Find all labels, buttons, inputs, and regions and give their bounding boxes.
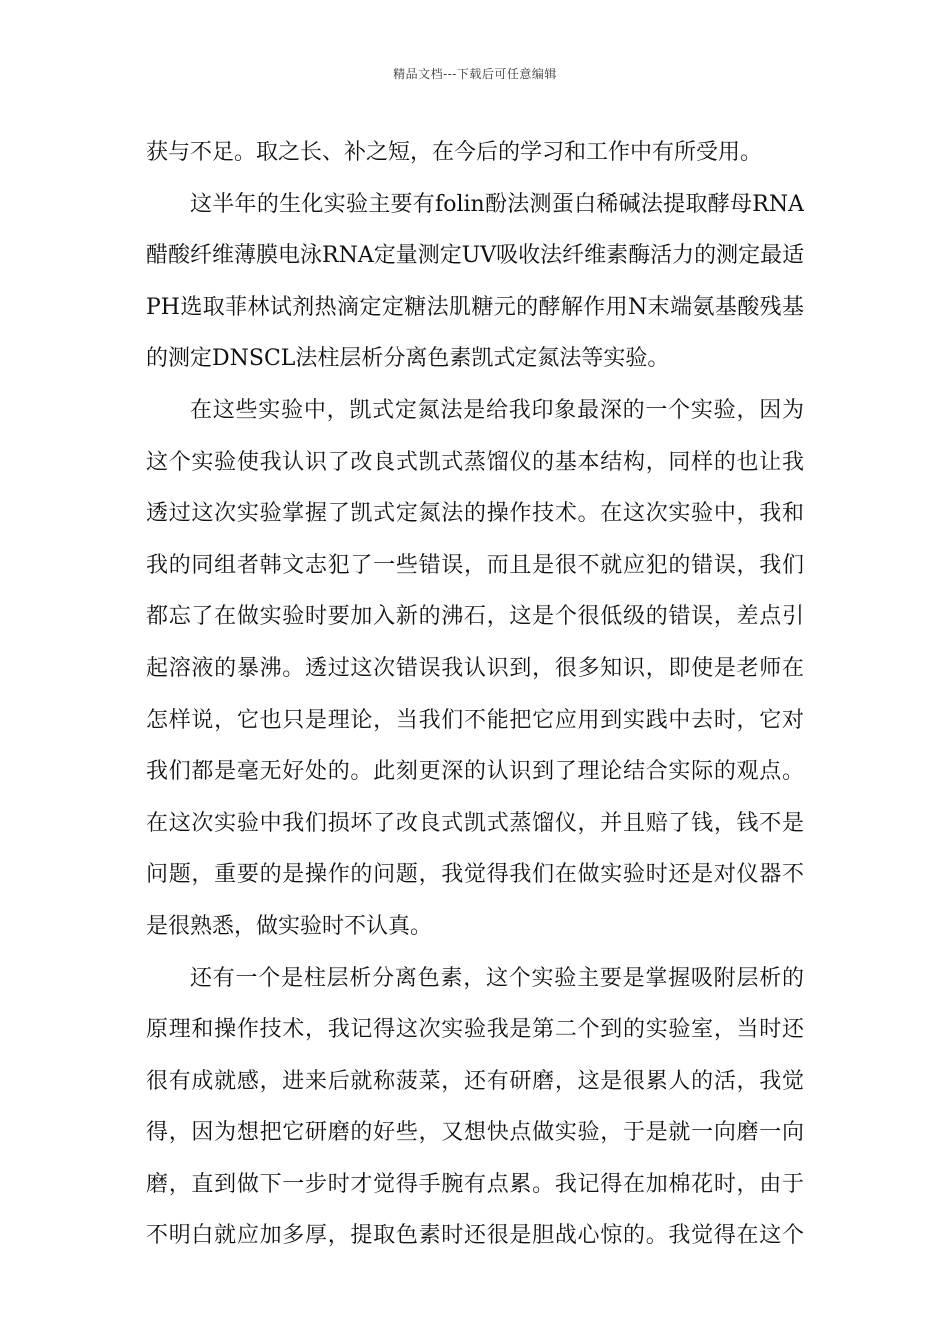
text-line: 醋酸纤维薄膜电泳RNA定量测定UV吸收法纤维素酶活力的测定最适 bbox=[146, 243, 804, 269]
text-line: 得，因为想把它研磨的好些，又想快点做实验，于是就一向磨一向 bbox=[146, 1120, 804, 1146]
text-line: 这半年的生化实验主要有folin酚法测蛋白稀碱法提取酵母RNA bbox=[190, 191, 804, 217]
text-line: 都忘了在做实验时要加入新的沸石，这是个很低级的错误，差点引 bbox=[146, 604, 804, 630]
text-line: 起溶液的暴沸。透过这次错误我认识到，很多知识，即使是老师在 bbox=[146, 655, 804, 681]
text-line: 是很熟悉，做实验时不认真。 bbox=[146, 913, 433, 939]
text-line: 的测定DNSCL法柱层析分离色素凯式定氮法等实验。 bbox=[146, 346, 670, 372]
text-line: 在这次实验中我们损坏了改良式凯式蒸馏仪，并且赔了钱，钱不是 bbox=[146, 810, 804, 836]
text-line: 磨，直到做下一步时才觉得手腕有点累。我记得在加棉花时，由于 bbox=[146, 1171, 804, 1197]
text-line: 我的同组者韩文志犯了一些错误，而且是很不就应犯的错误，我们 bbox=[146, 552, 804, 578]
body-text bbox=[146, 127, 804, 1262]
text-line: 我们都是毫无好处的。此刻更深的认识到了理论结合实际的观点。 bbox=[146, 759, 804, 785]
text-line: 原理和操作技术，我记得这次实验我是第二个到的实验室，当时还 bbox=[146, 1017, 804, 1043]
text-line: 在这些实验中，凯式定氮法是给我印象最深的一个实验，因为 bbox=[190, 397, 804, 423]
text-line: 这个实验使我认识了改良式凯式蒸馏仪的基本结构，同样的也让我 bbox=[146, 449, 804, 475]
text-line: 获与不足。取之长、补之短，在今后的学习和工作中有所受用。 bbox=[146, 140, 763, 165]
text-line: PH选取菲林试剂热滴定定糖法肌糖元的酵解作用N末端氨基酸残基 bbox=[146, 294, 804, 320]
text-line: 问题，重要的是操作的问题，我觉得我们在做实验时还是对仪器不 bbox=[146, 862, 804, 888]
text-line: 不明白就应加多厚，提取色素时还很是胆战心惊的。我觉得在这个 bbox=[146, 1223, 804, 1249]
text-line: 还有一个是柱层析分离色素，这个实验主要是掌握吸附层析的 bbox=[190, 965, 804, 991]
text-line: 很有成就感，进来后就称菠菜，还有研磨，这是很累人的活，我觉 bbox=[146, 1068, 804, 1094]
text-line: 透过这次实验掌握了凯式定氮法的操作技术。在这次实验中，我和 bbox=[146, 501, 804, 527]
page-header: 精品文档---下载后可任意编辑 bbox=[393, 67, 557, 81]
text-line: 怎样说，它也只是理论，当我们不能把它应用到实践中去时，它对 bbox=[146, 707, 804, 733]
